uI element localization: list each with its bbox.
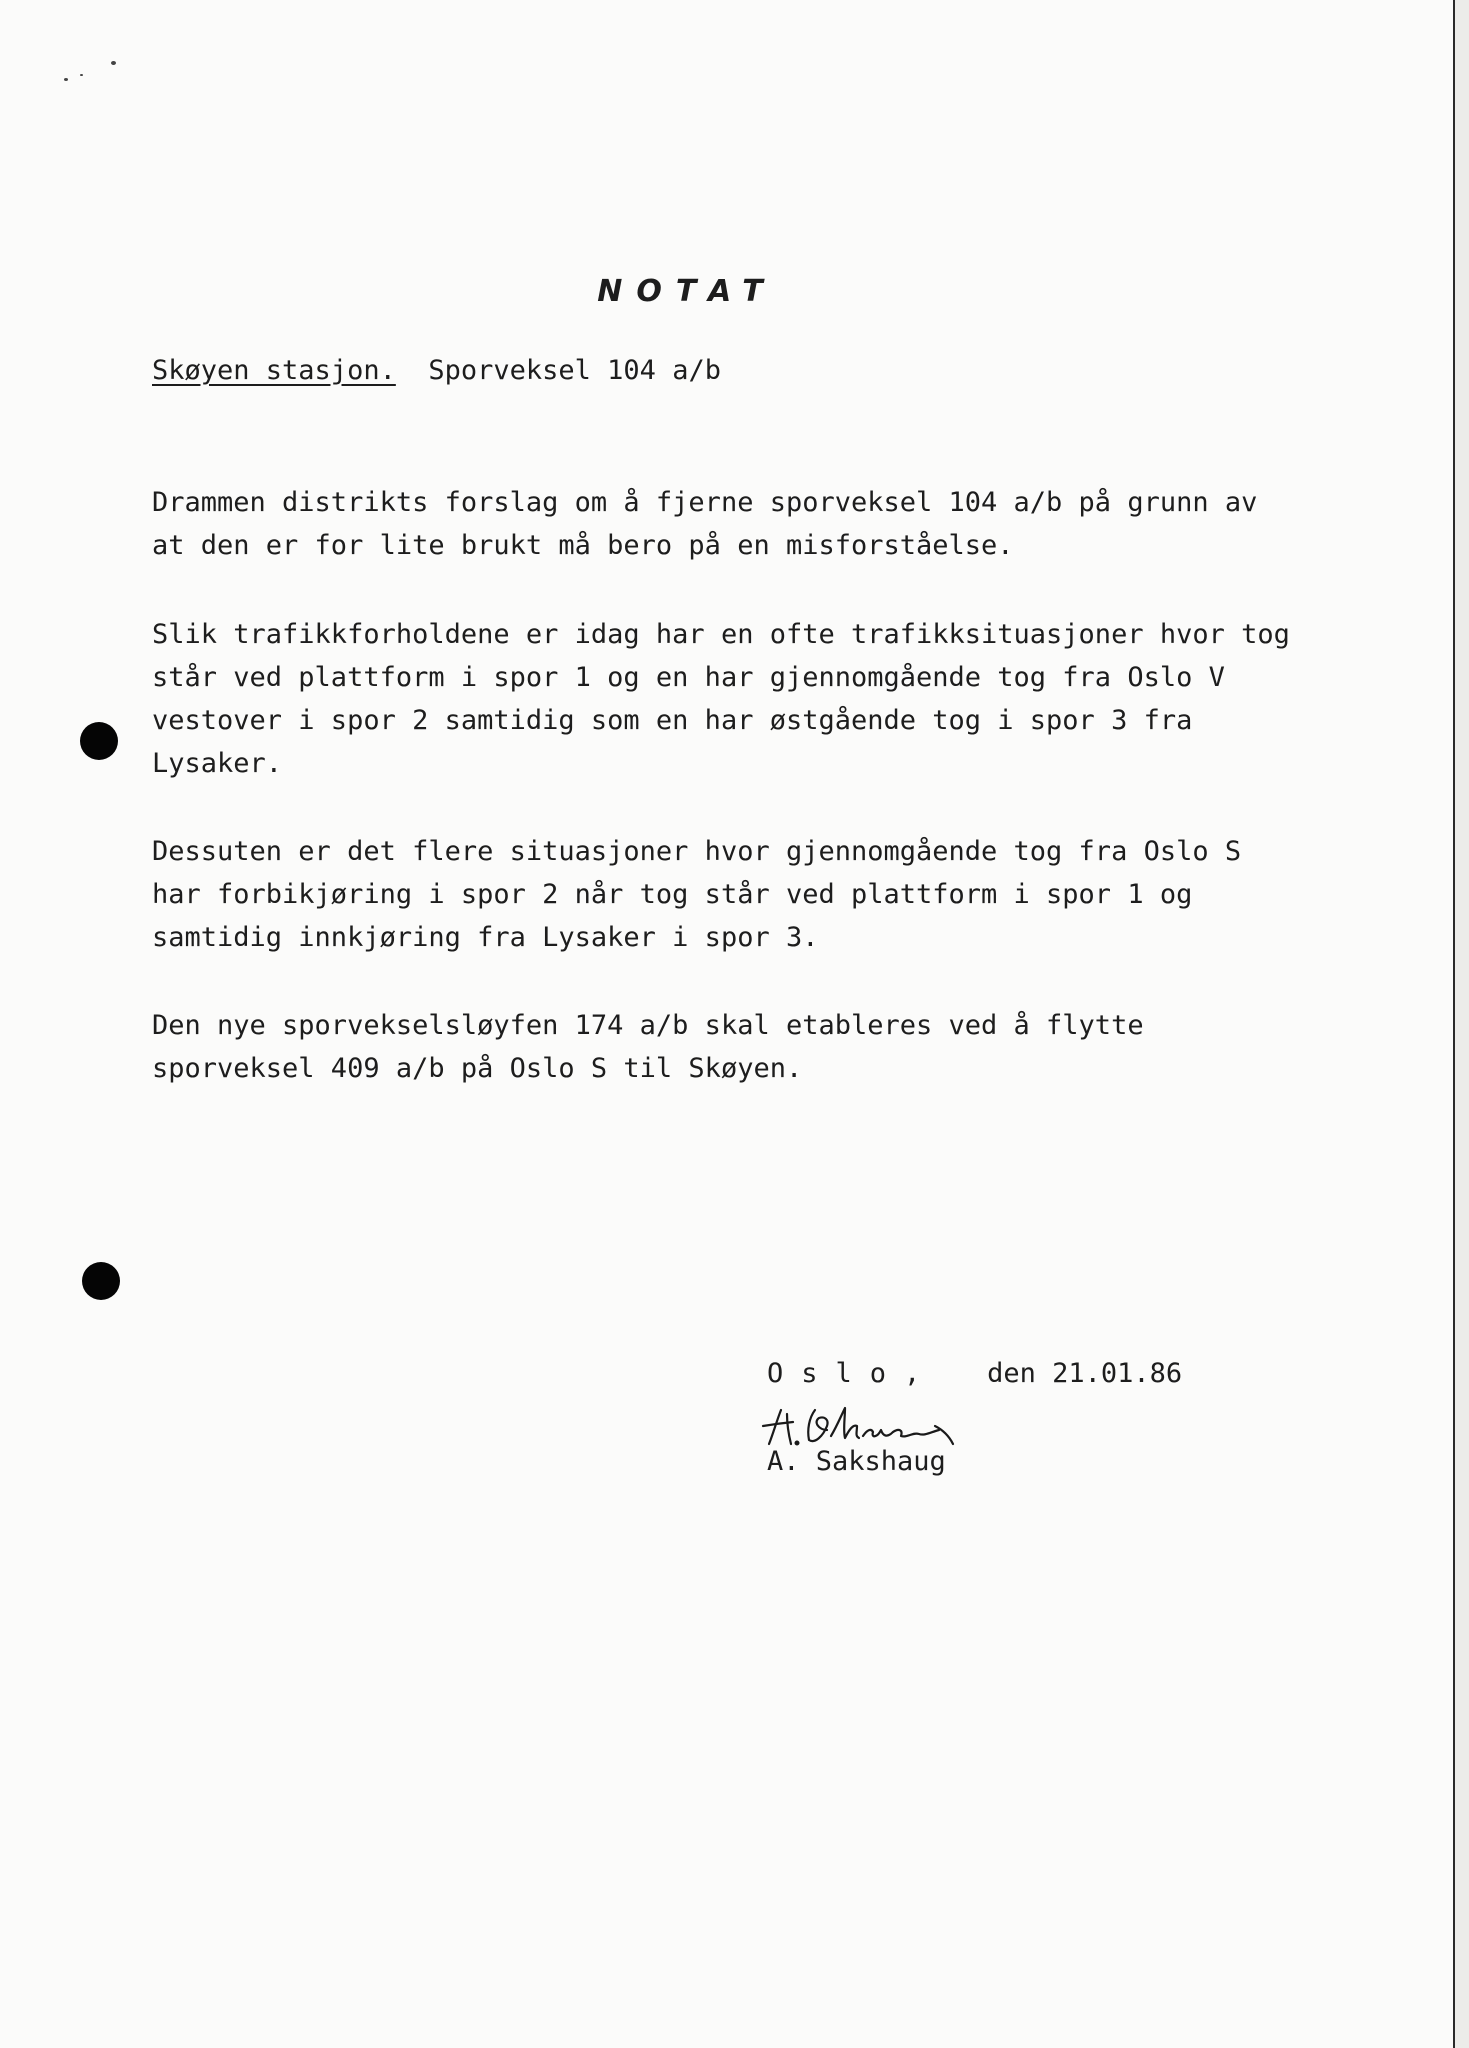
paragraph-line: at den er for lite brukt må bero på en misforståelse. bbox=[152, 530, 1014, 561]
place: Oslo, bbox=[767, 1358, 939, 1389]
paragraph-line: Lysaker. bbox=[152, 748, 283, 779]
scan-speck bbox=[80, 74, 83, 76]
dateline bbox=[767, 1358, 1182, 1389]
paragraph-2 bbox=[152, 613, 1397, 785]
scan-speck bbox=[111, 61, 116, 65]
date: den 21.01.86 bbox=[987, 1358, 1183, 1389]
signer-name: A. Sakshaug bbox=[767, 1446, 946, 1477]
document-title: NOTAT bbox=[597, 274, 777, 309]
station-name: Skøyen stasjon. bbox=[152, 355, 396, 386]
paragraph-line: Den nye sporvekselsløyfen 174 a/b skal etableres ved å flytte bbox=[152, 1010, 1144, 1041]
paragraph-line: Dessuten er det flere situasjoner hvor gjennomgående tog fra Oslo S bbox=[152, 836, 1242, 867]
paragraph-line: sporveksel 409 a/b på Oslo S til Skøyen. bbox=[152, 1053, 803, 1084]
subject-line bbox=[152, 355, 721, 386]
paragraph-line: Drammen distrikts forslag om å fjerne sporveksel 104 a/b på grunn av bbox=[152, 487, 1258, 518]
paragraph-3 bbox=[152, 830, 1397, 959]
paragraph-1 bbox=[152, 481, 1397, 567]
punch-hole bbox=[82, 1262, 120, 1300]
paragraph-line: samtidig innkjøring fra Lysaker i spor 3. bbox=[152, 922, 819, 953]
page-edge bbox=[1453, 0, 1469, 2048]
paragraph-line: står ved plattform i spor 1 og en har gjennomgående tog fra Oslo V bbox=[152, 662, 1225, 693]
paragraph-line: har forbikjøring i spor 2 når tog står ved plattform i spor 1 og bbox=[152, 879, 1193, 910]
subject-topic: Sporveksel 104 a/b bbox=[428, 355, 721, 386]
paragraph-4 bbox=[152, 1004, 1397, 1090]
punch-hole bbox=[80, 722, 118, 760]
paragraph-line: Slik trafikkforholdene er idag har en ofte trafikksituasjoner hvor tog bbox=[152, 619, 1290, 650]
scan-speck bbox=[64, 78, 68, 81]
paragraph-line: vestover i spor 2 samtidig som en har østgående tog i spor 3 fra bbox=[152, 705, 1193, 736]
